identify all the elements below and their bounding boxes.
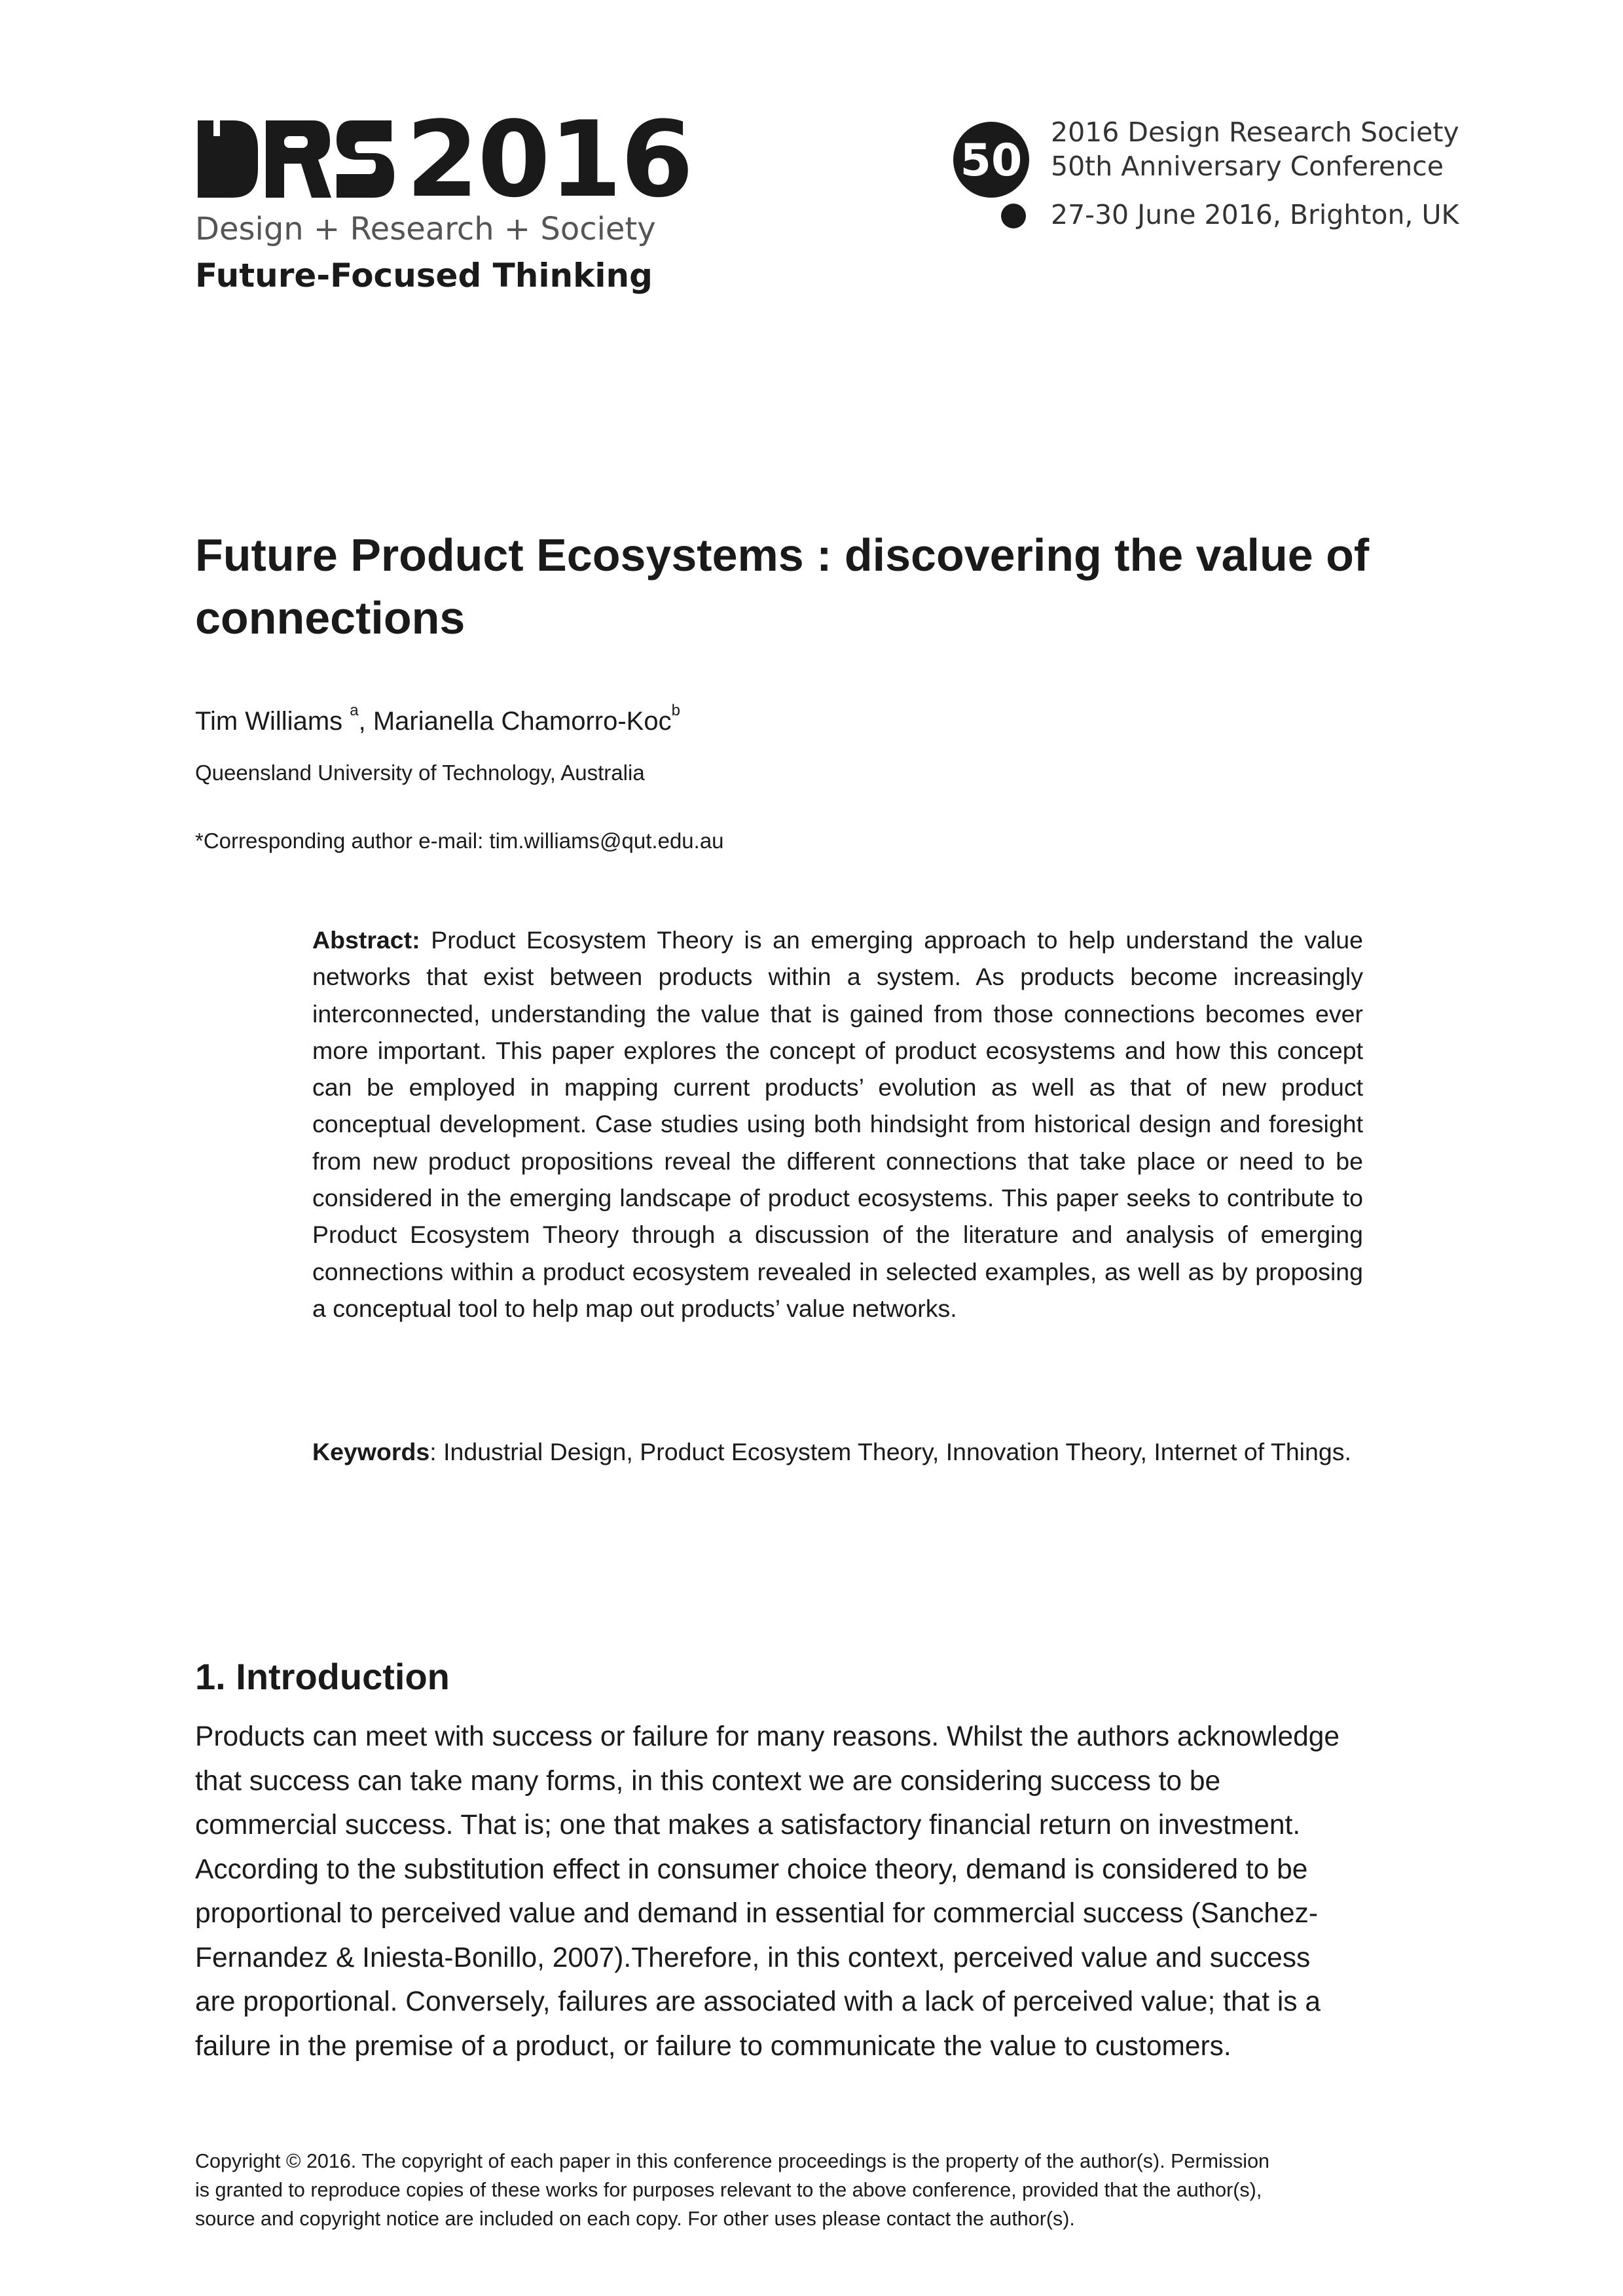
section-heading-introduction: 1. Introduction (195, 1656, 450, 1697)
affiliation: Queensland University of Technology, Australia (195, 761, 645, 785)
anniversary-50-badge-icon (951, 119, 1036, 237)
copyright-line: Copyright © 2016. The copyright of each paper in this conference proceedings is the property of the author(s). Permission (195, 2150, 1269, 2172)
anniversary-line-1: 2016 Design Research Society (1051, 117, 1459, 148)
authors-line (195, 702, 680, 741)
introduction-line: are proportional. Conversely, failures are associated with a lack of perceived value; that is a (195, 1986, 1321, 2017)
author-2-name: Marianella Chamorro-Koc (373, 707, 672, 736)
keywords-text: : Industrial Design, Product Ecosystem Theory, Innovation Theory, Internet of Things. (429, 1438, 1351, 1465)
abstract (312, 922, 1363, 1327)
keywords-label: Keywords (312, 1438, 430, 1465)
introduction-line: Products can meet with success or failure for many reasons. Whilst the authors acknowledge (195, 1721, 1340, 1752)
anniversary-line-2: 50th Anniversary Conference (1051, 151, 1444, 182)
drs-year: 2016 (406, 98, 693, 221)
copyright-line: is granted to reproduce copies of these works for purposes relevant to the above conference, provided that the author(s), (195, 2179, 1262, 2201)
drs-2016-logo (195, 98, 693, 306)
author-1-affiliation-mark: a (350, 702, 359, 719)
introduction-line: proportional to perceived value and demand in essential for commercial success (Sanchez- (195, 1898, 1319, 1929)
paper-title: Future Product Ecosystems : discovering the value of connections (195, 529, 1370, 643)
abstract-label: Abstract: (312, 926, 420, 954)
introduction-line: According to the substitution effect in consumer choice theory, demand is considered to be (195, 1854, 1308, 1885)
abstract-text: Product Ecosystem Theory is an emerging approach to help understand the value networks that exist between products within a system. As products become increasingly interconnected, understanding the value that is gained from those connections becomes ever more important. This paper explores the concept of product ecosystems and how this concept can be employed in mapping current products’ evolution as well as that of new product conceptual development. Case studies using both hindsight from historical design and foresight from new product propositions reveal the different connections that take place or need to be considered in the emerging landscape of product ecosystems. This paper seeks to contribute to Product Ecosystem Theory through a discussion of the literature and analysis of emerging connections within a product ecosystem revealed in selected examples, as well as by proposing a conceptual tool to help map out products’ value networks. (312, 926, 1364, 1322)
drs-subtitle: Design + Research + Society (195, 211, 656, 247)
introduction-line: Fernandez & Iniesta-Bonillo, 2007).Therefore, in this context, perceived value and success (195, 1942, 1311, 1973)
author-1-name: Tim Williams (195, 707, 343, 736)
copyright-line: source and copyright notice are included on each copy. For other uses please contact the author(s). (195, 2208, 1075, 2230)
drs-tagline: Future-Focused Thinking (195, 257, 653, 295)
anniversary-badge-number: 50 (960, 135, 1023, 187)
introduction-paragraph (195, 1715, 1439, 2068)
author-2-affiliation-mark: b (671, 702, 680, 719)
introduction-line: commercial success. That is; one that makes a satisfactory financial return on investment. (195, 1810, 1301, 1840)
corresponding-author: *Corresponding author e-mail: tim.williams@qut.edu.au (195, 829, 724, 853)
anniversary-line-3: 27-30 June 2016, Brighton, UK (1051, 199, 1459, 230)
keywords (312, 1433, 1386, 1470)
introduction-line: that success can take many forms, in this context we are considering success to be (195, 1765, 1221, 1797)
copyright-notice (195, 2147, 1439, 2233)
introduction-line: failure in the premise of a product, or failure to communicate the value to customers. (195, 2030, 1231, 2062)
anniversary-block (951, 111, 1459, 242)
author-separator: , (358, 707, 373, 736)
